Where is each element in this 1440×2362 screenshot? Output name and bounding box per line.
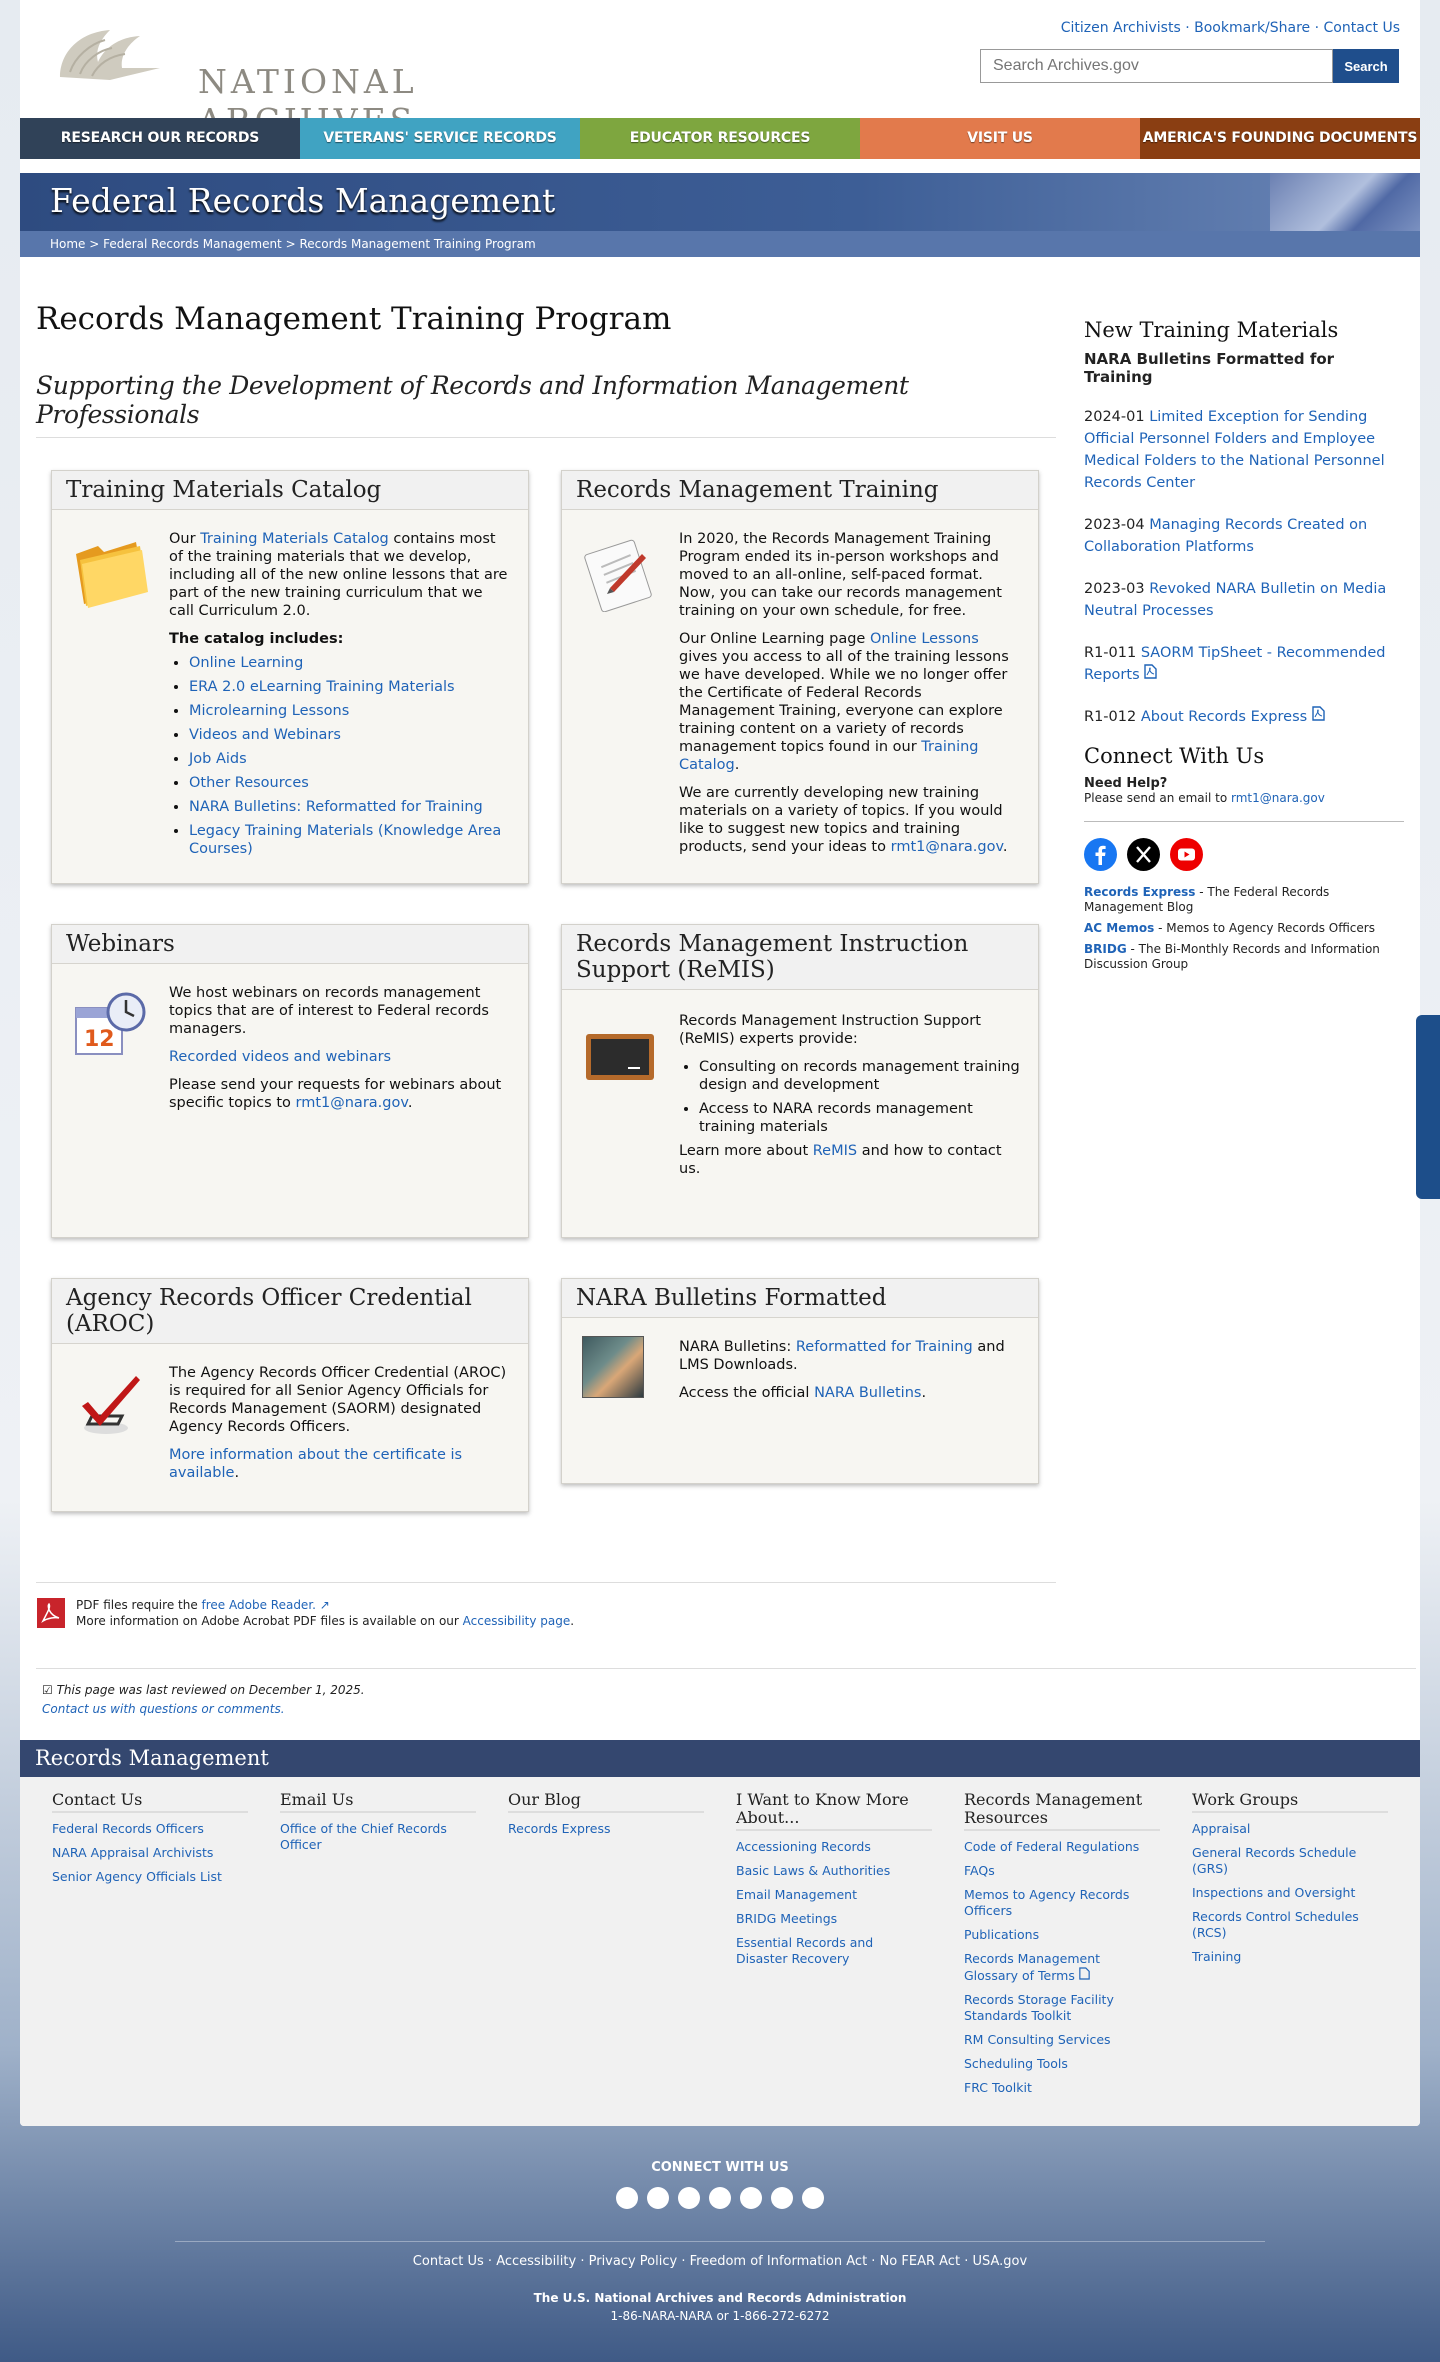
other-resources-link[interactable]: Other Resources [189, 775, 309, 791]
card-title: Training Materials Catalog [52, 471, 528, 510]
bookmark-share-link[interactable]: Bookmark/Share [1194, 20, 1311, 36]
remis-p1: Records Management Instruction Support (ReMIS) experts provide: [679, 1013, 981, 1047]
ac-memos-link[interactable]: AC Memos [1084, 921, 1155, 935]
era-elearning-link[interactable]: ERA 2.0 eLearning Training Materials [189, 679, 455, 695]
footer-link[interactable]: Training [1192, 1949, 1242, 1964]
instagram-icon[interactable] [678, 2187, 700, 2209]
card-remis: Records Management Instruction Support (ReMIS) Records Management Instruction Support (ReMIS) experts provide: • Consulting on records management training design and development • Access to NARA records management training materials Learn more about ReMIS and how to contact us. [561, 924, 1039, 1238]
org-name: The U.S. National Archives and Records Administration [533, 2291, 907, 2305]
footer-accessibility-link[interactable]: Accessibility [496, 2254, 577, 2269]
footer-records-express-link[interactable]: Records Express [508, 1821, 611, 1836]
footer-link[interactable]: Appraisal [1192, 1821, 1251, 1836]
footer-link[interactable]: Publications [964, 1927, 1040, 1942]
external-link-icon: ↗ [319, 1598, 330, 1612]
list-item: • Access to NARA records management training materials [699, 1100, 1020, 1136]
footer-link[interactable]: Basic Laws & Authorities [736, 1863, 891, 1878]
card-webinars: Webinars 12 We host webinars on records management topics that are of interest to Federal records managers. Recorded videos and webinars Please send your requests for webinars about specific topics to rmt1@nara.gov. [51, 924, 529, 1238]
microlearning-link[interactable]: Microlearning Lessons [189, 703, 350, 719]
footer-link[interactable]: Memos to Agency Records Officers [964, 1887, 1130, 1918]
aroc-certificate-link[interactable]: More information about the certificate is available [169, 1447, 463, 1481]
adobe-pdf-icon [36, 1597, 66, 1629]
training-p1: In 2020, the Records Management Training Program ended its in-person workshops and moved to an all-online, self-paced format. Now, you can take our records management training on your own schedule, for free. [679, 531, 1002, 619]
sidebar-item: 2023-04 Managing Records Created on Collaboration Platforms [1084, 517, 1368, 555]
footer-link[interactable]: Code of Federal Regulations [964, 1839, 1140, 1854]
search-input[interactable] [980, 49, 1333, 83]
contact-questions-link[interactable]: Contact us with questions or comments. [42, 1702, 285, 1716]
footer-links: Contact Us · Accessibility · Privacy Policy · Freedom of Information Act · No FEAR Act · USA.gov [175, 2241, 1265, 2269]
r1-011-link[interactable]: SAORM TipSheet - Recommended Reports [1084, 645, 1386, 683]
card-aroc: Agency Records Officer Credential (AROC) The Agency Records Officer Credential (AROC) is required for all Senior Agency Officials for Records Management (SAORM) designated Agency Records Officers. More information about the certificate is available. [51, 1278, 529, 1512]
pdf-file-icon [1144, 664, 1157, 679]
official-nara-bulletins-link[interactable]: NARA Bulletins [814, 1385, 922, 1401]
footer-link[interactable]: Records Management Glossary of Terms [964, 1951, 1101, 1983]
footer-link[interactable]: BRIDG Meetings [736, 1911, 838, 1926]
r1-012-link[interactable]: About Records Express [1140, 709, 1308, 725]
section-banner [20, 173, 1420, 257]
accessibility-page-link[interactable]: Accessibility page [462, 1614, 571, 1628]
chief-records-officer-link[interactable]: Office of the Chief Records Officer [280, 1821, 447, 1852]
card-title: Records Management Training [562, 471, 1038, 510]
chalkboard-icon [580, 1020, 660, 1100]
sidebar-title: New Training Materials [1084, 318, 1339, 342]
search-button[interactable]: Search [1333, 49, 1399, 83]
footer-link[interactable]: Essential Records and Disaster Recovery [736, 1935, 874, 1966]
x-icon[interactable] [647, 2187, 669, 2209]
remis-link[interactable]: ReMIS [812, 1143, 858, 1159]
bulletin-2023-04-link[interactable]: Managing Records Created on Collaboration Platforms [1084, 517, 1368, 555]
page-subtitle: Supporting the Development of Records and Information Management Professionals [36, 371, 1056, 438]
contact-us-link[interactable]: Contact Us [1323, 20, 1400, 36]
sidebar-item: 2023-03 Revoked NARA Bulletin on Media Neutral Processes [1084, 581, 1387, 619]
footer-social-icons [0, 2187, 1440, 2209]
footer-privacy-link[interactable]: Privacy Policy [588, 2254, 678, 2269]
tumblr-icon[interactable] [709, 2187, 731, 2209]
last-reviewed: This page was last reviewed on December 1, 2025. [56, 1683, 365, 1697]
person-at-computer-image [582, 1336, 644, 1398]
online-lessons-link[interactable]: Online Lessons [869, 631, 979, 647]
footer-link[interactable]: Inspections and Oversight [1192, 1885, 1356, 1900]
webinar-email-link[interactable]: rmt1@nara.gov [295, 1095, 408, 1111]
footer-link[interactable]: FAQs [964, 1863, 995, 1878]
senior-officials-link[interactable]: Senior Agency Officials List [52, 1869, 222, 1884]
site-header [20, 0, 1420, 118]
catalog-includes-label: The catalog includes: [169, 631, 344, 647]
footer-title: Records Management [20, 1740, 1420, 1777]
page-title: Records Management Training Program [36, 301, 672, 337]
reformatted-training-link[interactable]: Reformatted for Training [795, 1339, 973, 1355]
federal-records-officers-link[interactable]: Federal Records Officers [52, 1821, 204, 1836]
main-nav [20, 118, 1420, 159]
bulletin-2024-01-link[interactable]: Limited Exception for Sending Official Personnel Folders and Employee Medical Folders to the National Personnel Records Center [1084, 409, 1385, 491]
aroc-p1: The Agency Records Officer Credential (AROC) is required for all Senior Agency Officials for Records Management (SAORM) designated Agency Records Officers. [169, 1365, 507, 1435]
footer-link[interactable]: FRC Toolkit [964, 2080, 1032, 2095]
facebook-icon[interactable] [1084, 838, 1117, 871]
calendar-number: 12 [84, 1027, 115, 1052]
footer-col-work-groups: Work Groups Appraisal General Records Schedule (GRS) Inspections and Oversight Records Control Schedules (RCS) Training [1192, 1791, 1420, 2104]
checkmark-icon: ☑ [42, 1683, 53, 1697]
footer-link[interactable]: Records Storage Facility Standards Toolkit [964, 1992, 1114, 2023]
sidebar-item: R1-012 About Records Express [1084, 706, 1404, 728]
footer-contact-link[interactable]: Contact Us [412, 2254, 484, 2269]
card-rm-training: Records Management Training In 2020, the Records Management Training Program ended its in-person workshops and moved to an all-online, self-paced format. Now, you can take our records management training on your own schedule, for free. Our Online Learning page Online Lessons gives you access to all of the training lessons we have developed. While we no longer offer the Certificate of Federal Records Management Training, everyone can explore training content on a variety of records management topics found in our Training Catalog. We are currently developing new training materials on a variety of topics. If you would like to suggest new topics and training products, send your ideas to rmt1@nara.gov. [561, 470, 1039, 884]
footer-col-resources: Records Management Resources Code of Federal Regulations FAQs Memos to Agency Records Officers Publications Records Management Glossary of Terms Records Storage Facility Standards Toolkit RM Consulting Services Scheduling Tools FRC Toolkit [964, 1791, 1192, 2104]
facebook-icon[interactable] [616, 2187, 638, 2209]
page-wrapper [20, 0, 1420, 2126]
catalog-link-list [189, 654, 510, 858]
footer-link[interactable]: Records Control Schedules (RCS) [1192, 1909, 1359, 1940]
nav-founding-documents[interactable]: AMERICA'S FOUNDING DOCUMENTS [1140, 118, 1420, 159]
social-icons [1084, 838, 1404, 871]
feedback-side-tab[interactable] [1416, 1015, 1440, 1199]
connect-with-us-label: CONNECT WITH US [651, 2160, 789, 2175]
card-title: Records Management Instruction Support (ReMIS) [562, 925, 1038, 990]
footer-col-know-more: I Want to Know More About... Accessioning Records Basic Laws & Authorities Email Management BRIDG Meetings Essential Records and Disaster Recovery [736, 1791, 964, 2104]
card-title: NARA Bulletins Formatted [562, 1279, 1038, 1318]
site-footer [0, 2160, 1440, 2323]
help-email-link[interactable]: rmt1@nara.gov [1230, 791, 1325, 805]
logo-text: NATIONAL [198, 62, 418, 101]
card-title: Webinars [52, 925, 528, 964]
sidebar-item: R1-011 SAORM TipSheet - Recommended Reports [1084, 645, 1386, 683]
pdf-file-icon [1079, 1967, 1090, 1980]
x-icon[interactable] [1127, 838, 1160, 871]
bridg-link[interactable]: BRIDG [1084, 942, 1127, 956]
national-archives-logo[interactable] [50, 22, 610, 102]
recorded-videos-link[interactable]: Recorded videos and webinars [169, 1049, 392, 1065]
nav-visit-us[interactable]: VISIT US [860, 118, 1140, 159]
flickr-icon[interactable] [802, 2187, 824, 2209]
connect-title: Connect With Us [1084, 744, 1265, 768]
search-form [980, 49, 1399, 83]
utility-links: Citizen Archivists · Bookmark/Share · Contact Us [1060, 20, 1400, 36]
webinars-p1: We host webinars on records management topics that are of interest to Federal records managers. [169, 985, 489, 1037]
nav-research-records[interactable]: RESEARCH OUR RECORDS [20, 118, 300, 159]
footer-col-blog: Our Blog Records Express [508, 1791, 736, 2104]
section-title: Federal Records Management [50, 181, 556, 220]
section-footer [20, 1740, 1420, 2126]
sidebar-item: 2024-01 Limited Exception for Sending Official Personnel Folders and Employee Medical Folders to the National Personnel Records Center [1084, 409, 1385, 491]
footer-col-email: Email Us Office of the Chief Records Officer [280, 1791, 508, 2104]
folder-icon [70, 532, 150, 612]
footer-link[interactable]: RM Consulting Services [964, 2032, 1111, 2047]
job-aids-link[interactable]: Job Aids [189, 751, 247, 767]
appraisal-archivists-link[interactable]: NARA Appraisal Archivists [52, 1845, 214, 1860]
bulletin-2023-03-link[interactable]: Revoked NARA Bulletin on Media Neutral Processes [1084, 581, 1387, 619]
remis-list [699, 1058, 1020, 1136]
list-item: • Consulting on records management training design and development [699, 1058, 1020, 1094]
footer-link[interactable]: Scheduling Tools [964, 2056, 1068, 2071]
eagle-logo-icon [50, 22, 170, 92]
records-express-link[interactable]: Records Express [1084, 885, 1196, 899]
card-nara-bulletins: NARA Bulletins Formatted NARA Bulletins: Reformatted for Training and LMS Downloads. Access the official NARA Bulletins. [561, 1278, 1039, 1484]
footer-col-contact: Contact Us Federal Records Officers NARA Appraisal Archivists Senior Agency Officials List [52, 1791, 280, 2104]
card-title: Agency Records Officer Credential (AROC) [52, 1279, 528, 1344]
youtube-icon[interactable] [740, 2187, 762, 2209]
review-note [36, 1668, 1416, 1731]
footer-link[interactable]: Email Management [736, 1887, 857, 1902]
sidebar: New Training Materials NARA Bulletins Formatted for Training 2024-01 Limited Exception for Sending Official Personnel Folders and Employee Medical Folders to the National Personnel Records Center 2023-04 Managing Records Created on Collaboration Platforms 2023-03 Revoked NARA Bulletin on Media Neutral Processes R1-011 SAORM TipSheet - Recommended Reports R1-012 About Records Express Connect With Us Need Help? Please send an email to rmt1@nara.gov Records Express - The Federal Records Management Blog AC Memos - Memos to Agency Records Officers BRIDG - The Bi-Monthly Records and Information Discussion Group [1084, 318, 1404, 978]
footer-no-fear-link[interactable]: No FEAR Act [879, 2254, 961, 2269]
citizen-archivists-link[interactable]: Citizen Archivists [1060, 20, 1181, 36]
training-catalog-link[interactable]: Training Catalog [679, 739, 979, 773]
pdf-file-icon [1312, 706, 1325, 721]
phone-number: 1-86-NARA-NARA or 1-866-272-6272 [610, 2309, 830, 2323]
sidebar-subtitle: NARA Bulletins Formatted for Training [1084, 350, 1335, 386]
footer-foia-link[interactable]: Freedom of Information Act [689, 2254, 868, 2269]
calendar-clock-icon [70, 986, 150, 1066]
footer-link[interactable]: General Records Schedule (GRS) [1192, 1845, 1357, 1876]
legacy-materials-link[interactable]: Legacy Training Materials (Knowledge Area Courses) [189, 823, 502, 857]
footer-usa-gov-link[interactable]: USA.gov [972, 2254, 1028, 2269]
videos-webinars-link[interactable]: Videos and Webinars [189, 727, 341, 743]
pdf-note: PDF files require the free Adobe Reader. ↗ More information on Adobe Acrobat PDF files is available on our Accessibility page. [36, 1582, 1056, 1629]
card-training-catalog: Training Materials Catalog Our Training Materials Catalog contains most of the training materials that we develop, including all of the new online lessons that are part of the new training curriculum that we call Curriculum 2.0. The catalog includes: • Online Learning • ERA 2.0 eLearning Training Materials • Microlearning Lessons • Videos and Webinars • Job Aids • Other Resources • NARA Bulletins: Reformatted for Training • Legacy Training Materials (Knowledge Area Courses) [51, 470, 529, 884]
nav-educator-resources[interactable]: EDUCATOR RESOURCES [580, 118, 860, 159]
notepad-pencil-icon [580, 532, 660, 612]
nara-bulletins-reformatted-link[interactable]: NARA Bulletins: Reformatted for Training [189, 799, 483, 815]
nav-veterans-records[interactable]: VETERANS' SERVICE RECORDS [300, 118, 580, 159]
online-learning-link[interactable]: Online Learning [189, 655, 304, 671]
checkbox-checkmark-icon [70, 1366, 150, 1446]
breadcrumb[interactable]: Home > Federal Records Management > Records Management Training Program [20, 231, 1420, 257]
adobe-reader-link[interactable]: free Adobe Reader. [201, 1598, 316, 1612]
footer-link[interactable]: Accessioning Records [736, 1839, 871, 1854]
divider [1084, 821, 1404, 822]
need-help-label: Need Help? [1084, 776, 1168, 791]
catalog-link[interactable]: Training Materials Catalog [200, 531, 389, 547]
youtube-icon[interactable] [1170, 838, 1203, 871]
blog-icon[interactable] [771, 2187, 793, 2209]
rmt1-email-link[interactable]: rmt1@nara.gov [890, 839, 1003, 855]
